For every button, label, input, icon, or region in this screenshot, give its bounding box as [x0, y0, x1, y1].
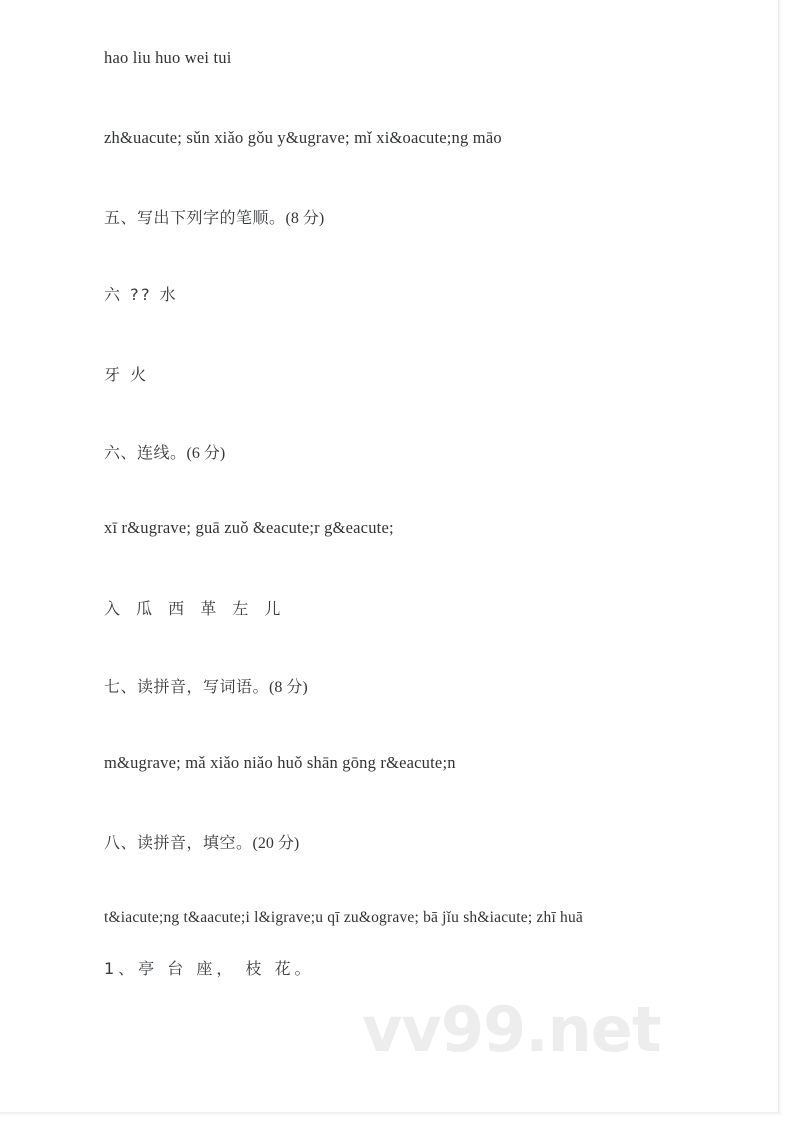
- pinyin-line-hao-liu: hao liu huo wei tui: [104, 48, 232, 67]
- pinyin-line-tingtai: t&iacute;ng t&aacute;i l&igrave;u qī zu&ograve; bā jǐu sh&iacute; zhī huā: [104, 909, 584, 926]
- fill-in-question-1: 1、亭 台 座， 枝 花。: [104, 959, 315, 978]
- pinyin-line-muma: m&ugrave; mǎ xiǎo niǎo huǒ shān gōng r&eacute;n: [104, 753, 456, 772]
- section-heading-seven-label: 七、读拼音，写词语。: [104, 677, 270, 696]
- section-heading-eight-label: 八、读拼音，填空。: [104, 833, 253, 852]
- pinyin-line-xi-ru: xī r&ugrave; guā zuǒ &eacute;r g&eacute;: [104, 518, 394, 537]
- section-heading-six-label: 六、连线。: [104, 443, 187, 462]
- section-heading-eight: [104, 830, 299, 853]
- pinyin-line-zhusun: zh&uacute; sǔn xiǎo gǒu y&ugrave; mǐ xi&oacute;ng māo: [104, 128, 502, 147]
- character-row-matching: 入 瓜 西 革 左 儿: [104, 599, 286, 618]
- site-watermark: vv99.net: [362, 993, 661, 1066]
- section-heading-five-score: (8 分): [285, 210, 325, 227]
- stroke-order-row-1: 六 ?? 水: [104, 285, 179, 304]
- section-heading-seven: [104, 674, 308, 697]
- page-edge-right: [779, 0, 782, 1113]
- section-heading-seven-score: (8 分): [269, 679, 308, 696]
- section-heading-six-score: (6 分): [186, 445, 226, 462]
- stroke-order-row-2: 牙 火: [104, 365, 149, 384]
- section-heading-five-label: 五、写出下列字的笔顺。: [104, 208, 286, 227]
- page-footer-area: [0, 1116, 800, 1137]
- section-heading-six: [104, 440, 225, 463]
- section-heading-five: [104, 205, 324, 228]
- section-heading-eight-score: (20 分): [252, 835, 300, 852]
